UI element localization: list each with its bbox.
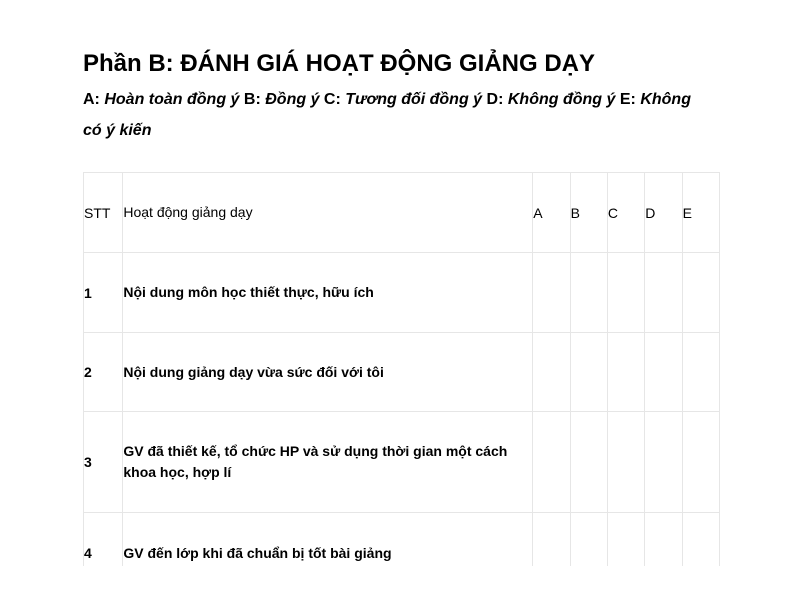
- evaluation-table: [83, 172, 720, 594]
- row-number: 1: [84, 253, 123, 333]
- rating-legend: [83, 84, 703, 146]
- answer-cell-c[interactable]: [607, 412, 644, 513]
- header-activity: Hoạt động giảng dạy: [123, 173, 533, 253]
- row-number: 4: [84, 513, 123, 594]
- header-option-e: E: [682, 173, 719, 253]
- legend-letter-b: B:: [243, 91, 261, 108]
- header-option-b: B: [570, 173, 607, 253]
- answer-cell-d[interactable]: [645, 412, 682, 513]
- answer-cell-a[interactable]: [533, 333, 570, 412]
- answer-cell-a[interactable]: [533, 412, 570, 513]
- legend-text-c: Tương đối đồng ý: [345, 91, 483, 108]
- legend-letter-e: E:: [619, 91, 636, 108]
- answer-cell-b[interactable]: [570, 412, 607, 513]
- answer-cell-a[interactable]: [533, 253, 570, 333]
- page-title: Phần B: ĐÁNH GIÁ HOẠT ĐỘNG GIẢNG DẠY: [83, 50, 596, 77]
- activity-text: Nội dung giảng dạy vừa sức đối với tôi: [123, 333, 533, 412]
- answer-cell-b[interactable]: [570, 253, 607, 333]
- document-body: [83, 48, 723, 146]
- header-option-c: C: [607, 173, 644, 253]
- activity-text: Nội dung môn học thiết thực, hữu ích: [123, 253, 533, 333]
- legend-text-e: Không có ý kiến: [83, 91, 691, 139]
- legend-letter-a: A:: [83, 91, 100, 108]
- activity-text: GV đã thiết kế, tổ chức HP và sử dụng thời gian một cách khoa học, hợp lí: [123, 412, 533, 513]
- answer-cell-b[interactable]: [570, 333, 607, 412]
- activity-text: GV đến lớp khi đã chuẩn bị tốt bài giảng: [123, 513, 533, 594]
- table-row: [84, 253, 720, 333]
- row-number: 2: [84, 333, 123, 412]
- page-crop-edge: [0, 566, 800, 600]
- answer-cell-e[interactable]: [682, 412, 719, 513]
- legend-text-a: Hoàn toàn đồng ý: [104, 91, 240, 108]
- header-option-d: D: [645, 173, 682, 253]
- answer-cell-d[interactable]: [645, 253, 682, 333]
- answer-cell-c[interactable]: [607, 333, 644, 412]
- legend-text-d: Không đồng ý: [507, 91, 616, 108]
- table-row: [84, 333, 720, 412]
- header-option-a: A: [533, 173, 570, 253]
- row-number: 3: [84, 412, 123, 513]
- legend-letter-d: D:: [486, 91, 504, 108]
- answer-cell-e[interactable]: [682, 253, 719, 333]
- answer-cell-c[interactable]: [607, 253, 644, 333]
- answer-cell-d[interactable]: [645, 333, 682, 412]
- legend-letter-c: C:: [323, 91, 341, 108]
- answer-cell-e[interactable]: [682, 333, 719, 412]
- table-row: [84, 412, 720, 513]
- header-stt: STT: [84, 173, 123, 253]
- table-header-row: [84, 173, 720, 253]
- legend-text-b: Đồng ý: [265, 91, 320, 108]
